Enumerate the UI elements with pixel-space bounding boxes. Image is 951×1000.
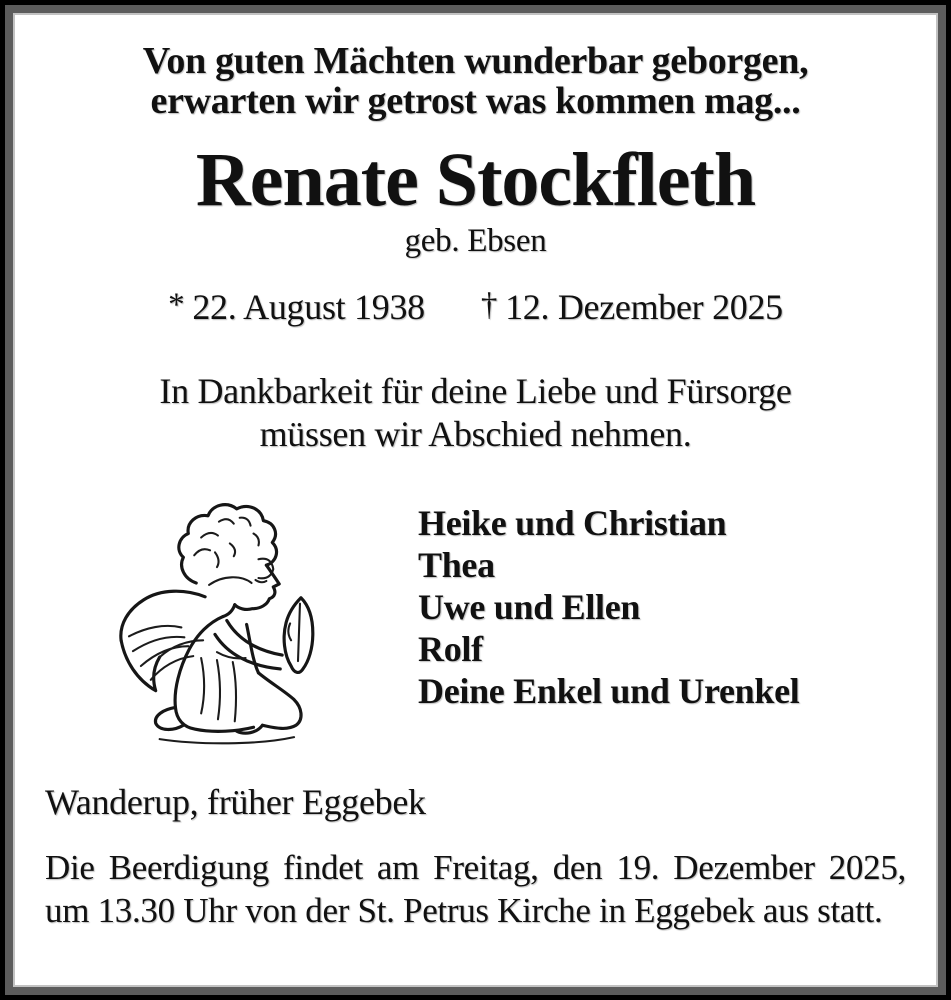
mourner-name: Rolf: [418, 629, 483, 669]
tribute: [45, 370, 906, 456]
mourner-name: Thea: [418, 545, 495, 585]
birth-star-symbol: *: [168, 287, 185, 323]
mourner-name: Uwe und Ellen: [418, 587, 641, 627]
residence-line: Wanderup, früher Eggebek: [45, 782, 426, 822]
mourner-name: Deine Enkel und Urenkel: [418, 671, 800, 711]
epigraph: [45, 41, 906, 121]
notice-frame-inner-line: [13, 13, 938, 987]
funeral-announcement: Die Beerdigung findet am Freitag, den 19. Dezember 2025, um 13.30 Uhr von der St. Petrus Kirche in Eggebek aus statt.: [45, 848, 906, 930]
epigraph-line-1: Von guten Mächten wunderbar geborgen,: [142, 40, 809, 82]
birth-date: 22. August 1938: [192, 287, 425, 327]
tribute-line-2: müssen wir Abschied nehmen.: [259, 414, 692, 454]
maiden-name: geb. Ebsen: [404, 223, 547, 259]
epigraph-line-2: erwarten wir getrost was kommen mag...: [150, 80, 801, 122]
mourner-name: Heike und Christian: [418, 503, 727, 543]
death-cross-symbol: †: [480, 287, 498, 323]
notice-frame-band: [5, 5, 946, 995]
obituary-notice: [15, 15, 936, 985]
death-date: 12. Dezember 2025: [505, 287, 783, 327]
birth-date-group: [168, 286, 425, 330]
praying-angel-icon: [100, 496, 328, 748]
praying-angel-illustration: [100, 496, 328, 748]
family-section: [45, 496, 906, 748]
death-date-group: [481, 286, 783, 330]
vital-dates: [45, 286, 906, 330]
tribute-line-1: In Dankbarkeit für deine Liebe und Fürsorge: [159, 371, 792, 411]
deceased-name: Renate Stockfleth: [195, 138, 756, 222]
mourners-list: [418, 496, 800, 712]
